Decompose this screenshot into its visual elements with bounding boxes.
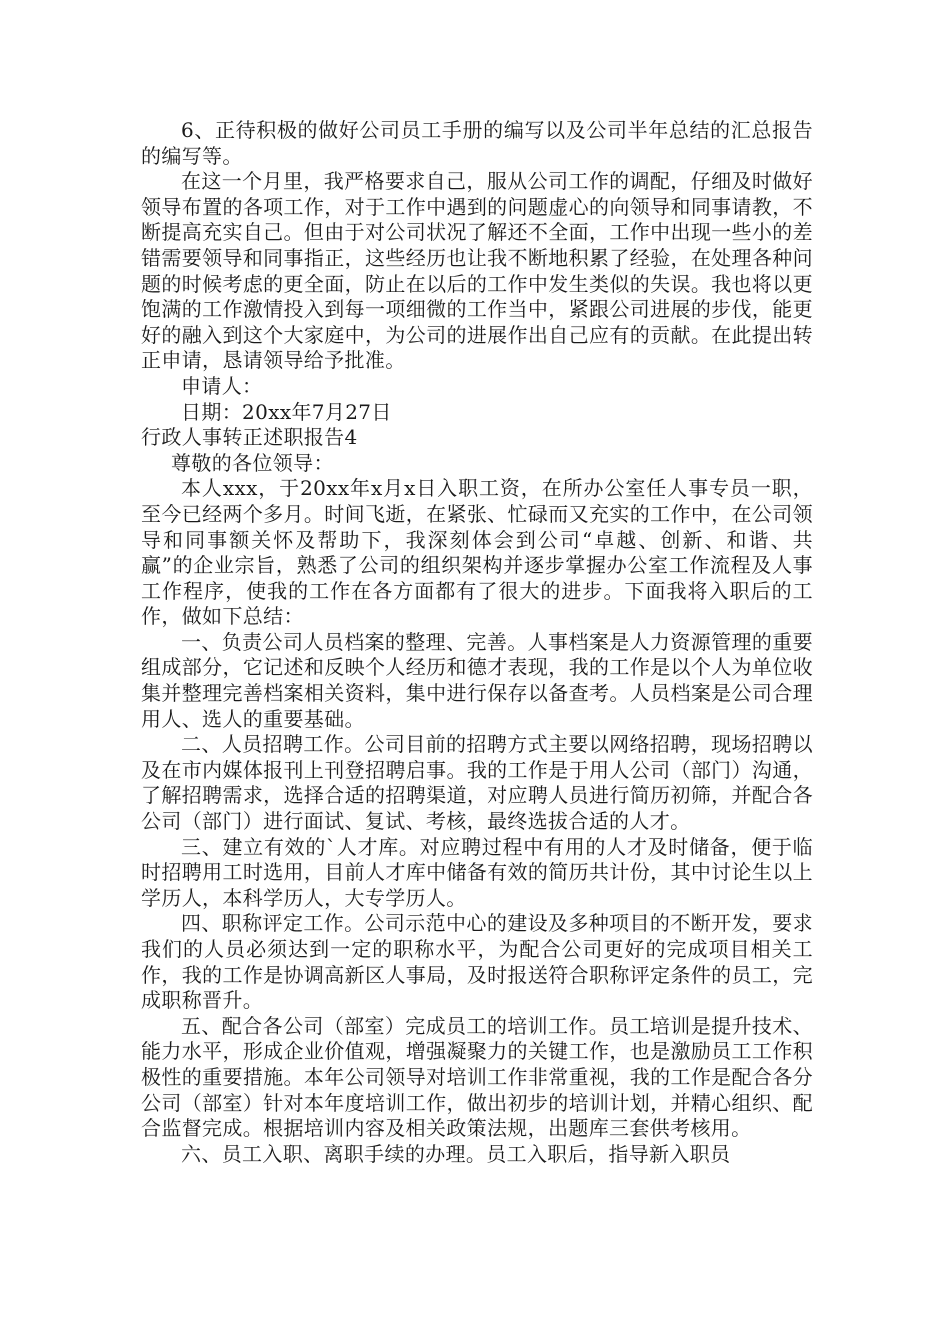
paragraph-section-1: 一、负责公司人员档案的整理、完善。人事档案是人力资源管理的重要组成部分，它记述和反映个人经历和德才表现，我的工作是以个人为单位收集并整理完善档案相关资料，集中进行保存以备查考。人员档案是公司合理用人、选人的重要基础。	[141, 629, 813, 731]
report-title: 行政人事转正述职报告4	[141, 425, 358, 450]
paragraph-section-4: 四、职称评定工作。公司示范中心的建设及多种项目的不断开发，要求我们的人员必须达到一定的职称水平，为配合公司更好的完成项目相关工作，我的工作是协调高新区人事局，及时报送符合职称评定条件的员工，完成职称晋升。	[141, 911, 813, 1013]
paragraph-item-6: 6、正待积极的做好公司员工手册的编写以及公司半年总结的汇总报告的编写等。	[141, 118, 813, 168]
paragraph-section-2: 二、人员招聘工作。公司目前的招聘方式主要以网络招聘，现场招聘以及在市内媒体报刊上刊登招聘启事。我的工作是于用人公司（部门）沟通，了解招聘需求，选择合适的招聘渠道，对应聘人员进行简历初筛，并配合各公司（部门）进行面试、复试、考核，最终选拔合适的人才。	[141, 732, 813, 834]
paragraph-intro: 本人xxx，于20xx年x月x日入职工资，在所办公室任人事专员一职，至今已经两个多月。时间飞逝，在紧张、忙碌而又充实的工作中，在公司领导和同事额关怀及帮助下，我深刻体会到公司“卓越、创新、和谐、共赢”的企业宗旨，熟悉了公司的组织架构并逐步掌握办公室工作流程及人事工作程序，使我的工作在各方面都有了很大的进步。下面我将入职后的工作，做如下总结：	[141, 476, 813, 629]
document-body	[141, 118, 813, 1167]
salutation: 尊敬的各位领导：	[171, 450, 334, 475]
applicant-line: 申请人：	[181, 373, 263, 398]
paragraph-section-3: 三、建立有效的`人才库。对应聘过程中有用的人才及时储备，便于临时招聘用工时选用，目前人才库中储备有效的简历共计份，其中讨论生以上学历人，本科学历人，大专学历人。	[141, 834, 813, 910]
paragraph-section-5: 五、配合各公司（部室）完成员工的培训工作。员工培训是提升技术、能力水平，形成企业价值观，增强凝聚力的关键工作，也是激励员工工作积极性的重要措施。本年公司领导对培训工作非常重视，我的工作是配合各分公司（部室）针对本年度培训工作，做出初步的培训计划，并精心组织、配合监督完成。根据培训内容及相关政策法规，出题库三套供考核用。	[141, 1013, 813, 1141]
date-line: 日期：20xx年7月27日	[181, 399, 392, 424]
paragraph-month-summary: 在这一个月里，我严格要求自己，服从公司工作的调配，仔细及时做好领导布置的各项工作，对于工作中遇到的问题虚心的向领导和同事请教，不断提高充实自己。但由于对公司状况了解还不全面，工作中出现一些小的差错需要领导和同事指正，这些经历也让我不断地积累了经验，在处理各种问题的时候考虑的更全面，防止在以后的工作中发生类似的失误。我也将以更饱满的工作激情投入到每一项细微的工作当中，紧跟公司进展的步伐，能更好的融入到这个大家庭中，为公司的进展作出自己应有的贡献。在此提出转正申请，恳请领导给予批准。	[141, 169, 813, 373]
paragraph-section-6: 六、员工入职、离职手续的办理。员工入职后，指导新入职员	[181, 1141, 731, 1166]
